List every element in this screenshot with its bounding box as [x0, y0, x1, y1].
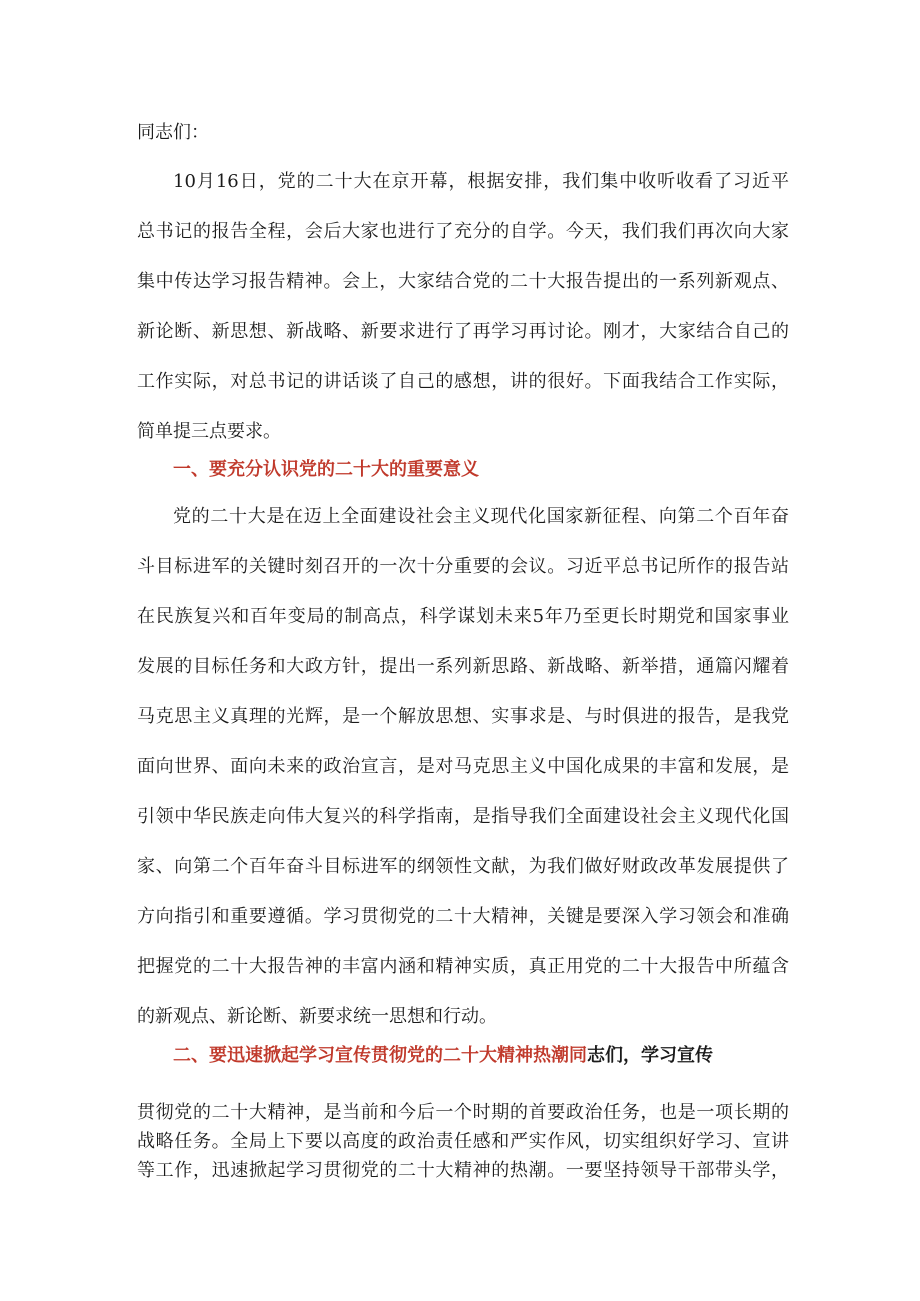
salutation: 同志们： — [137, 122, 209, 143]
paragraph-line: 总书记的报告全程，会后大家也进行了充分的自学。今天，我们我们再次向大家 — [137, 221, 789, 242]
paragraph-line: 集中传达学习报告精神。会上，大家结合党的二十大报告提出的一系列新观点、 — [137, 271, 789, 292]
paragraph-line: 方向指引和重要遵循。学习贯彻党的二十大精神，关键是要深入学习领会和准确 — [137, 906, 789, 927]
paragraph-line: 面向世界、面向未来的政治宣言，是对马克思主义中国化成果的丰富和发展，是 — [137, 756, 789, 777]
paragraph-line: 家、向第二个百年奋斗目标进军的纲领性文献，为我们做好财政改革发展提供了 — [137, 856, 789, 877]
intro-paragraph — [137, 157, 789, 457]
paragraph-line: 党的二十大是在迈上全面建设社会主义现代化国家新征程、向第二个百年奋 — [173, 506, 789, 527]
section-1-heading: 一、要充分认识党的二十大的重要意义 — [173, 459, 479, 480]
paragraph-line: 战略任务。全局上下要以高度的政治责任感和严实作风，切实组织好学习、宣讲 — [137, 1131, 789, 1152]
paragraph-line: 简单提三点要求。 — [137, 421, 281, 442]
paragraph-line: 发展的目标任务和大政方针，提出一系列新思路、新战略、新举措，通篇闪耀着 — [137, 656, 789, 677]
paragraph-line: 10月16日，党的二十大在京开幕，根据安排，我们集中收听收看了习近平 — [173, 171, 789, 192]
paragraph-line: 把握党的二十大报告神的丰富内涵和精神实质，真正用党的二十大报告中所蕴含 — [137, 956, 789, 977]
paragraph-line: 在民族复兴和百年变局的制高点，科学谋划未来5年乃至更长时期党和国家事业 — [137, 606, 789, 627]
section-1-paragraph — [137, 492, 789, 1042]
paragraph-line: 工作实际，对总书记的讲话谈了自己的感想，讲的很好。下面我结合工作实际， — [137, 371, 789, 392]
section-2-paragraph — [137, 1098, 789, 1185]
section-2-heading — [173, 1041, 713, 1071]
paragraph-line: 的新观点、新论断、新要求统一思想和行动。 — [137, 1006, 497, 1027]
paragraph-line: 新论断、新思想、新战略、新要求进行了再学习再讨论。刚才，大家结合自己的 — [137, 321, 789, 342]
paragraph-line: 等工作，迅速掀起学习贯彻党的二十大精神的热潮。一要坚持领导干部带头学， — [137, 1160, 789, 1181]
paragraph-line: 马克思主义真理的光辉，是一个解放思想、实事求是、与时俱进的报告，是我党 — [137, 706, 789, 727]
paragraph-line: 斗目标进军的关键时刻召开的一次十分重要的会议。习近平总书记所作的报告站 — [137, 556, 789, 577]
section-2-heading-red: 二、要迅速掀起学习宣传贯彻党的二十大精神热潮同 — [173, 1045, 587, 1066]
paragraph-line: 引领中华民族走向伟大复兴的科学指南，是指导我们全面建设社会主义现代化国 — [137, 806, 789, 827]
paragraph-line: 贯彻党的二十大精神，是当前和今后一个时期的首要政治任务，也是一项长期的 — [137, 1102, 789, 1123]
section-2-heading-tail: 志们，学习宣传 — [587, 1045, 713, 1066]
